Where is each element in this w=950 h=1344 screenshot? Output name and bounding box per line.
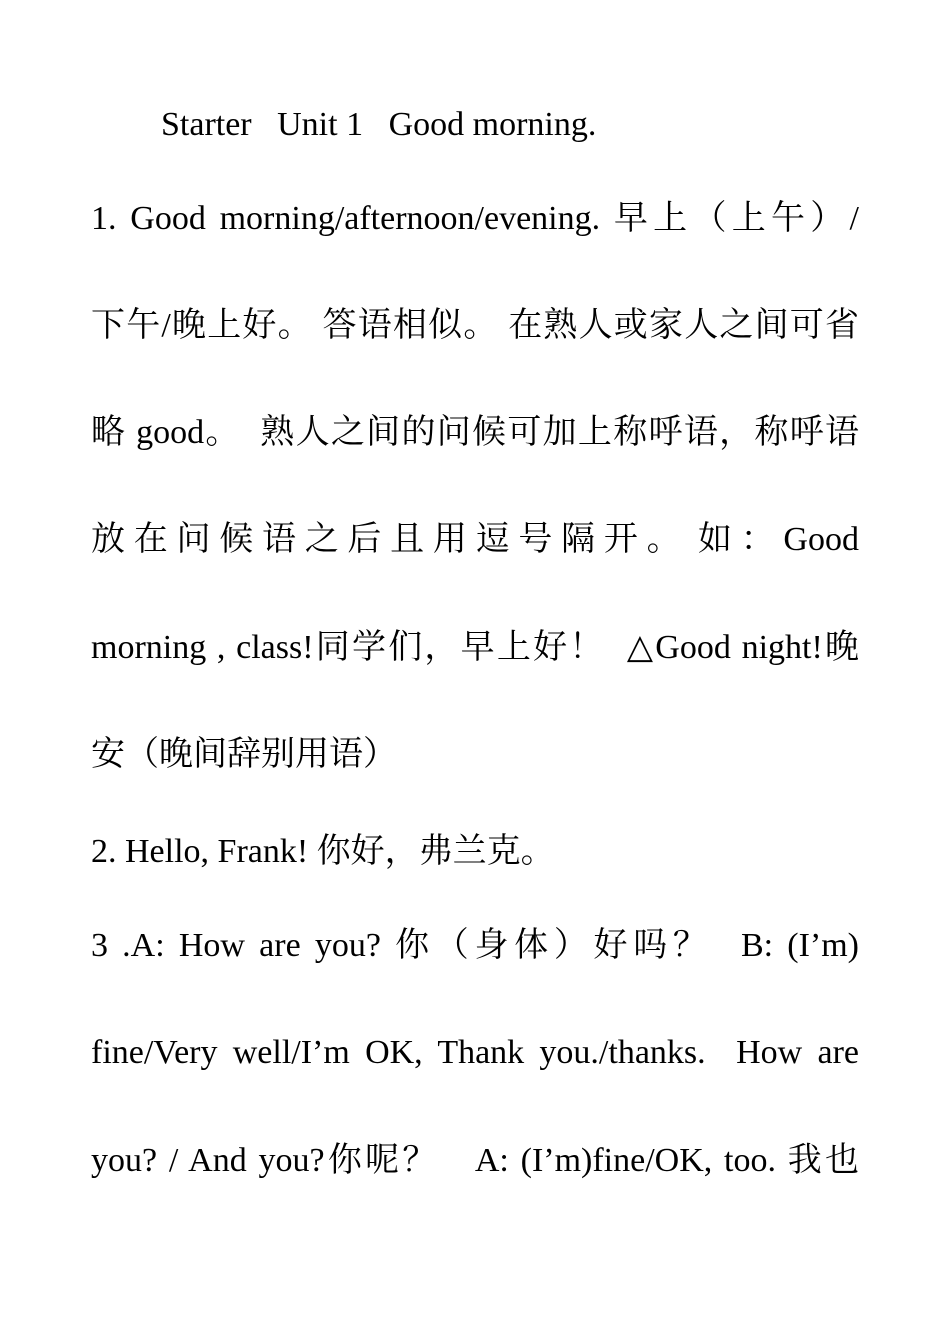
document-title: Starter Unit 1 Good morning. xyxy=(161,106,597,143)
paragraph-line: 放 在 问 候 语 之 后 且 用 逗 号 隔 开 。 如 ： Good xyxy=(91,521,859,558)
paragraph-line: 下午/晚上好。 答语相似。 在熟人或家人之间可省 xyxy=(91,307,859,344)
paragraph-line: you? / And you?你呢？ A: (I’m)fine/OK, too. 我也 xyxy=(91,1142,859,1179)
paragraph-line: morning , class!同学们，早上好！ △Good night!晚 xyxy=(91,629,859,666)
paragraph-line: 略 good。 熟人之间的问候可加上称呼语，称呼语 xyxy=(91,414,859,451)
paragraph-line: 安（晚间辞别用语） xyxy=(91,736,397,773)
paragraph-line: fine/Very well/I’m OK, Thank you./thanks. How are xyxy=(91,1034,859,1071)
paragraph-line: 3 .A: How are you? 你（身体）好吗？ B: (I’m) xyxy=(91,927,859,964)
paragraph-line: 1. Good morning/afternoon/evening. 早上（上午）/ xyxy=(91,200,859,237)
paragraph-line: 2. Hello, Frank! 你好，弗兰克。 xyxy=(91,833,555,870)
